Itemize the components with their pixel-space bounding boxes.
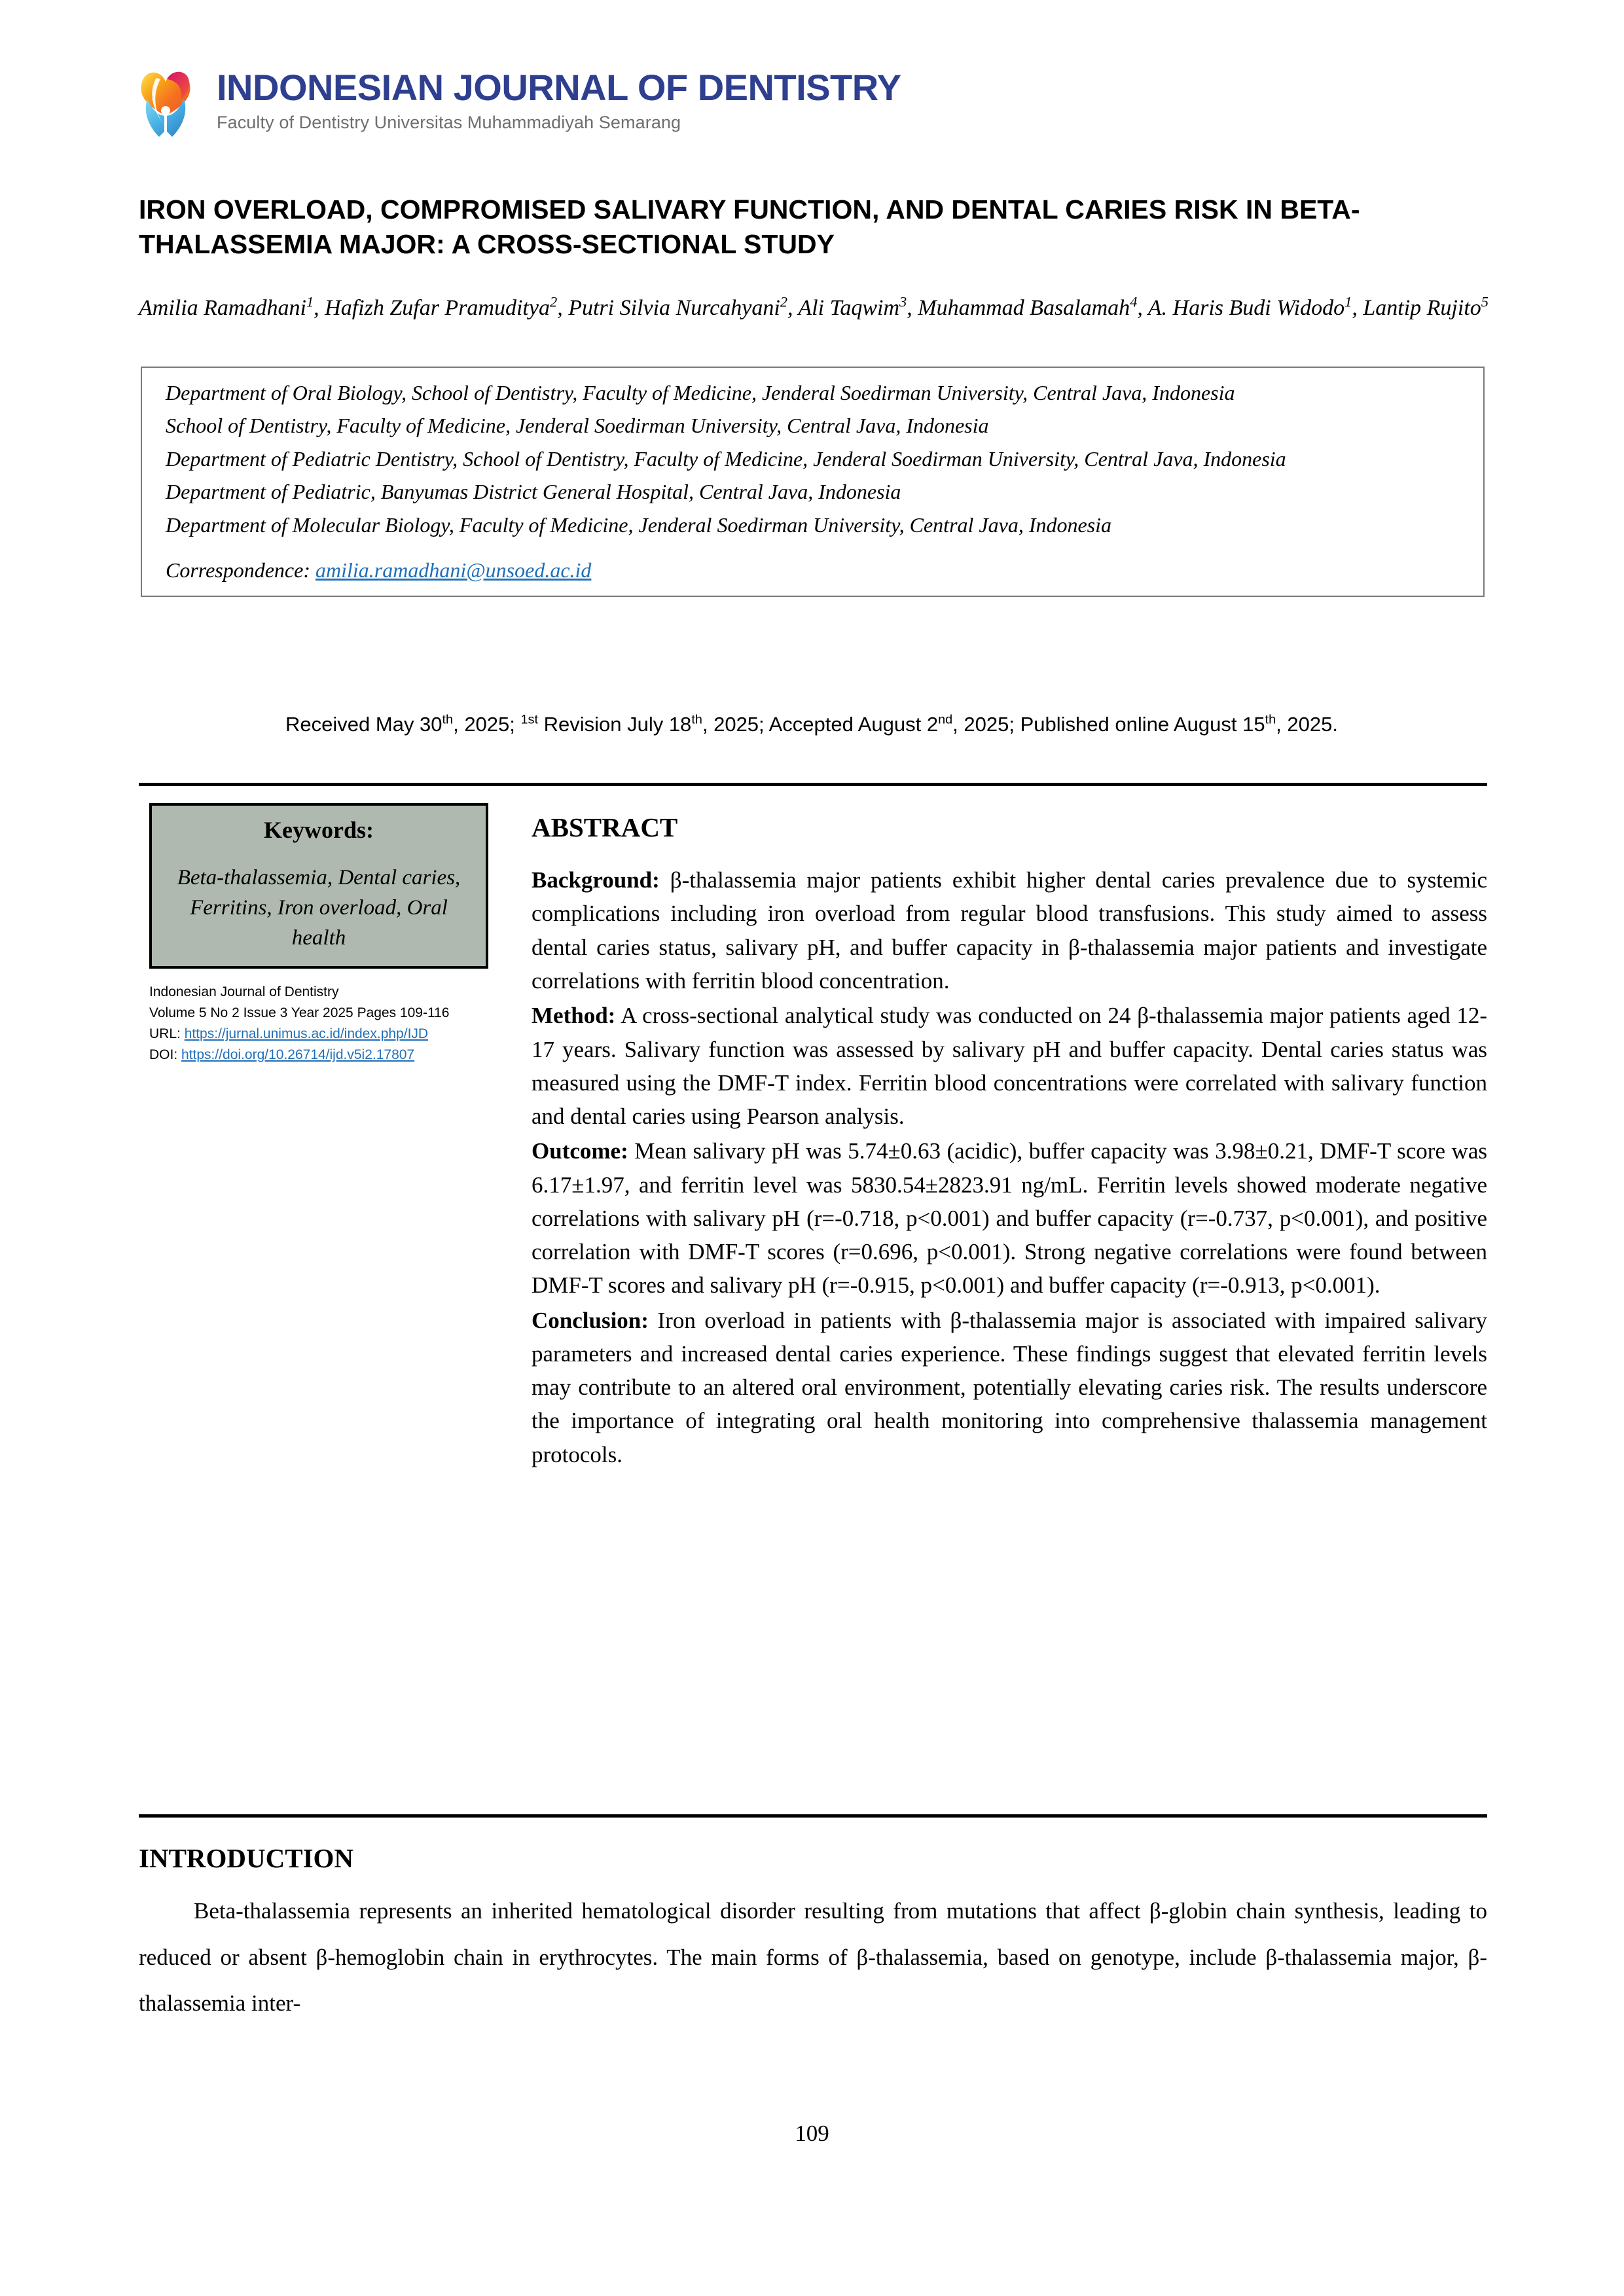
affiliation-item: Department of Molecular Biology, Faculty of Medicine, Jenderal Soedirman University, Central Java, Indonesia	[166, 512, 1112, 537]
abstract-conclusion-label: Conclusion:	[532, 1307, 649, 1333]
journal-logo-text	[217, 69, 901, 132]
page-number: 109	[795, 2121, 829, 2146]
journal-url-link[interactable]: https://jurnal.unimus.ac.id/index.php/IJD	[184, 1026, 429, 1041]
journal-metadata	[149, 982, 503, 1066]
abstract-background	[532, 863, 1487, 997]
introduction-paragraph: Beta-thalassemia represents an inherited hematological disorder resulting from mutations that affect β-globin chain synthesis, leading to reduced or absent β-hemoglobin chain in erythrocytes. The main forms of β-thalassemia, based on genotype, include β-thalassemia major, β-thalassemia inter-	[139, 1898, 1487, 2017]
journal-logo-subtitle: Faculty of Dentistry Universitas Muhammadiyah Semarang	[217, 112, 681, 132]
abstract-method-label: Method:	[532, 1003, 616, 1029]
author-list: Amilia Ramadhani$^1$, Hafizh Zufar Pramuditya$^2$, Putri Silvia Nurcahyani$^2$, Ali Taqwim$^3$, Muhammad Basalamah$^4$, A. Haris Budi Widodo$^1$, Lantip Rujito$^5$	[139, 293, 1489, 320]
journal-doi-row	[149, 1045, 503, 1066]
correspondence-label: Correspondence:	[166, 558, 310, 583]
abstract-outcome	[532, 1134, 1487, 1302]
affiliation-list	[155, 378, 1465, 540]
introduction-heading: INTRODUCTION	[139, 1843, 354, 1873]
keywords-title: Keywords:	[264, 817, 374, 843]
journal-url-row	[149, 1024, 503, 1045]
abstract-conclusion	[532, 1304, 1487, 1471]
affiliation-item: Department of Oral Biology, School of Dentistry, Faculty of Medicine, Jenderal Soedirman University, Central Java, Indonesia	[166, 381, 1235, 404]
introduction-body	[139, 1888, 1487, 2027]
affiliation-item: School of Dentistry, Faculty of Medicine, Jenderal Soedirman University, Central Java, Indonesia	[166, 414, 989, 438]
abstract-method-text: A cross-sectional analytical study was conducted on 24 β-thalassemia major patients aged 12-17 years. Salivary function was assessed by salivary pH and buffer capacity. Dental caries status was measured using the DMF-T index. Ferritin blood concentrations were correlated with salivary function and dental caries using Pearson analysis.	[532, 1003, 1487, 1130]
abstract-heading: ABSTRACT	[532, 812, 678, 842]
abstract-conclusion-text: Iron overload in patients with β-thalassemia major is associated with impaired salivary parameters and increased dental caries experience. These findings suggest that elevated ferritin levels may contribute to an altered oral environment, potentially elevating caries risk. The results underscore the importance of integrating oral health monitoring into comprehensive thalassemia management protocols.	[532, 1307, 1487, 1467]
keywords-box	[149, 803, 488, 969]
abstract-method	[532, 999, 1487, 1133]
affiliation-item: Department of Pediatric Dentistry, School of Dentistry, Faculty of Medicine, Jenderal Soedirman University, Central Java, Indonesia	[166, 446, 1286, 471]
journal-doi-label: DOI:	[149, 1047, 178, 1062]
keywords-terms: Beta-thalassemia, Dental caries, Ferritins, Iron overload, Oral health	[177, 865, 461, 950]
journal-logo-title: INDONESIAN JOURNAL OF DENTISTRY	[217, 67, 901, 109]
publication-dates: Received May 30th, 2025; $^{1st}$ Revision July 18th, 2025; Accepted August 2nd, 2025; Published online August 15th, 2025.	[285, 712, 1338, 736]
journal-masthead	[134, 62, 901, 139]
affiliations-box	[141, 367, 1485, 597]
journal-name: Indonesian Journal of Dentistry	[149, 984, 339, 999]
header-divider-rule	[139, 783, 1487, 786]
affiliation-item: Department of Pediatric, Banyumas District General Hospital, Central Java, Indonesia	[166, 480, 901, 504]
abstract-background-text: β-thalassemia major patients exhibit higher dental caries prevalence due to systemic complications including iron overload from regular blood transfusions. This study aimed to assess dental caries status, salivary pH, and buffer capacity in β-thalassemia major patients and investigate correlations with ferritin blood concentration.	[532, 867, 1487, 994]
article-title: IRON OVERLOAD, COMPROMISED SALIVARY FUNCTION, AND DENTAL CARIES RISK IN BETA-THALASSEMIA MAJOR: A CROSS-SECTIONAL STUDY	[139, 194, 1360, 260]
journal-logo-icon	[134, 62, 197, 139]
abstract-section	[532, 812, 1487, 1473]
journal-volume-line: Volume 5 No 2 Issue 3 Year 2025 Pages 109-116	[149, 1005, 450, 1020]
journal-doi-link[interactable]: https://doi.org/10.26714/ijd.v5i2.17807	[181, 1047, 415, 1062]
correspondence	[155, 558, 1465, 583]
abstract-outcome-text: Mean salivary pH was 5.74±0.63 (acidic), buffer capacity was 3.98±0.21, DMF-T score was 6.17±1.97, and ferritin level was 5830.54±2823.91 ng/mL. Ferritin levels showed moderate negative correlations with salivary pH (r=-0.718, p<0.001) and buffer capacity (r=-0.737, p<0.001), and positive correlation with DMF-T scores (r=0.696, p<0.001). Strong negative correlations were found between DMF-T scores and salivary pH (r=-0.915, p<0.001) and buffer capacity (r=-0.913, p<0.001).	[532, 1138, 1487, 1299]
abstract-outcome-label: Outcome:	[532, 1138, 628, 1164]
abstract-divider-rule	[139, 1814, 1487, 1818]
abstract-background-label: Background:	[532, 867, 660, 893]
journal-url-label: URL:	[149, 1026, 181, 1041]
correspondence-email-link[interactable]: amilia.ramadhani@unsoed.ac.id	[315, 558, 592, 583]
